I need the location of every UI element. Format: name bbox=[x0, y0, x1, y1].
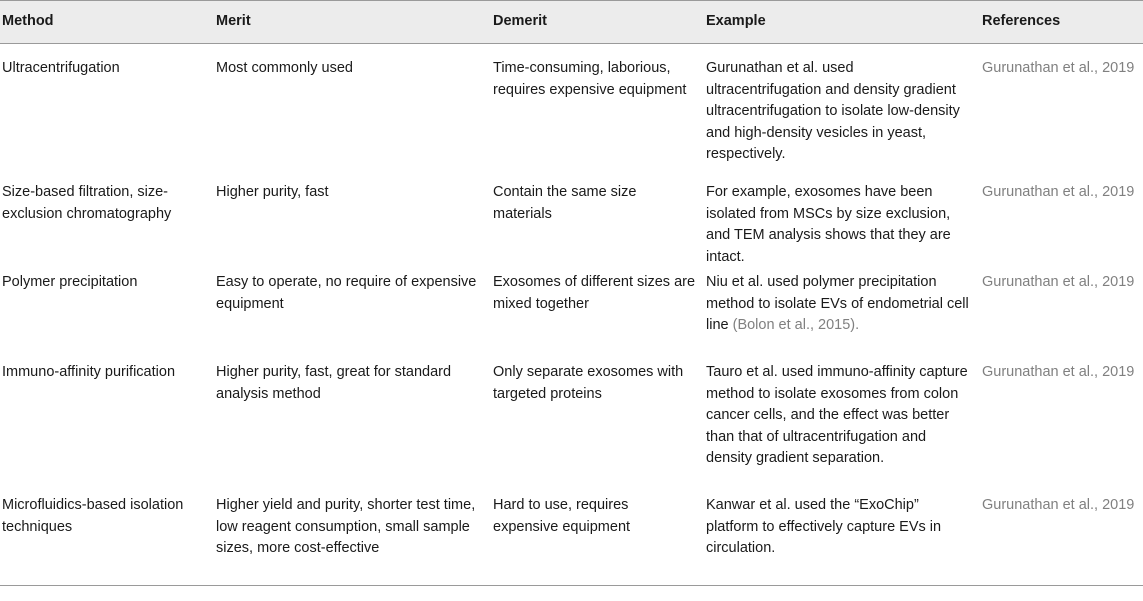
method-cell: Polymer precipitation bbox=[2, 274, 138, 290]
merit-cell: Most commonly used bbox=[216, 60, 353, 76]
method-cell: Microfluidics-based isolation techniques bbox=[0, 495, 216, 586]
inline-reference-link[interactable]: (Bolon et al., 2015). bbox=[732, 317, 860, 333]
demerit-cell: Hard to use, requires expensive equipment bbox=[493, 495, 706, 586]
example-cell: Tauro et al. used immuno-affinity capture method to isolate exosomes from colon cancer cells, and the effect was better than that of ultracentrifugation and density gradient separation. bbox=[706, 364, 968, 466]
table-row bbox=[0, 272, 1143, 362]
demerit-cell: Time-consuming, laborious, requires expensive equipment bbox=[493, 60, 687, 98]
merit-cell: Higher purity, fast bbox=[216, 184, 329, 200]
reference-link[interactable]: Gurunathan et al., 2019 bbox=[982, 184, 1135, 200]
reference-link[interactable]: Gurunathan et al., 2019 bbox=[982, 60, 1135, 76]
table-row bbox=[0, 44, 1143, 183]
method-cell: Ultracentrifugation bbox=[2, 60, 120, 76]
header-references: References bbox=[982, 1, 1143, 44]
demerit-cell: Exosomes of different sizes are mixed together bbox=[493, 274, 696, 312]
header-method: Method bbox=[0, 1, 216, 44]
example-cell: Kanwar et al. used the “ExoChip” platform to effectively capture EVs in circulation. bbox=[706, 495, 982, 586]
method-cell: Size-based filtration, size-exclusion chromatography bbox=[2, 184, 172, 222]
example-cell: Gurunathan et al. used ultracentrifugation and density gradient ultracentrifugation to isolate low-density and high-density vesicles in yeast, respectively. bbox=[706, 60, 960, 162]
example-cell: For example, exosomes have been isolated from MSCs by size exclusion, and TEM analysis shows that they are intact. bbox=[706, 184, 951, 265]
example-text: Niu et al. used polymer precipitation method to isolate EVs of endometrial cell line bbox=[706, 274, 969, 333]
example-cell bbox=[706, 272, 982, 362]
header-demerit: Demerit bbox=[493, 1, 706, 44]
table-row bbox=[0, 182, 1143, 272]
reference-link[interactable]: Gurunathan et al., 2019 bbox=[982, 495, 1143, 586]
header-example: Example bbox=[706, 1, 982, 44]
reference-link[interactable]: Gurunathan et al., 2019 bbox=[982, 364, 1135, 380]
header-merit: Merit bbox=[216, 1, 493, 44]
table-row bbox=[0, 362, 1143, 495]
table-row bbox=[0, 495, 1143, 586]
reference-link[interactable]: Gurunathan et al., 2019 bbox=[982, 274, 1135, 290]
demerit-cell: Contain the same size materials bbox=[493, 184, 637, 222]
demerit-cell: Only separate exosomes with targeted proteins bbox=[493, 364, 684, 402]
merit-cell: Higher yield and purity, shorter test time, low reagent consumption, small sample sizes, more cost-effective bbox=[216, 495, 493, 586]
method-cell: Immuno-affinity purification bbox=[2, 364, 176, 380]
merit-cell: Higher purity, fast, great for standard analysis method bbox=[216, 364, 452, 402]
header-row bbox=[0, 1, 1143, 44]
merit-cell: Easy to operate, no require of expensive equipment bbox=[216, 274, 477, 312]
